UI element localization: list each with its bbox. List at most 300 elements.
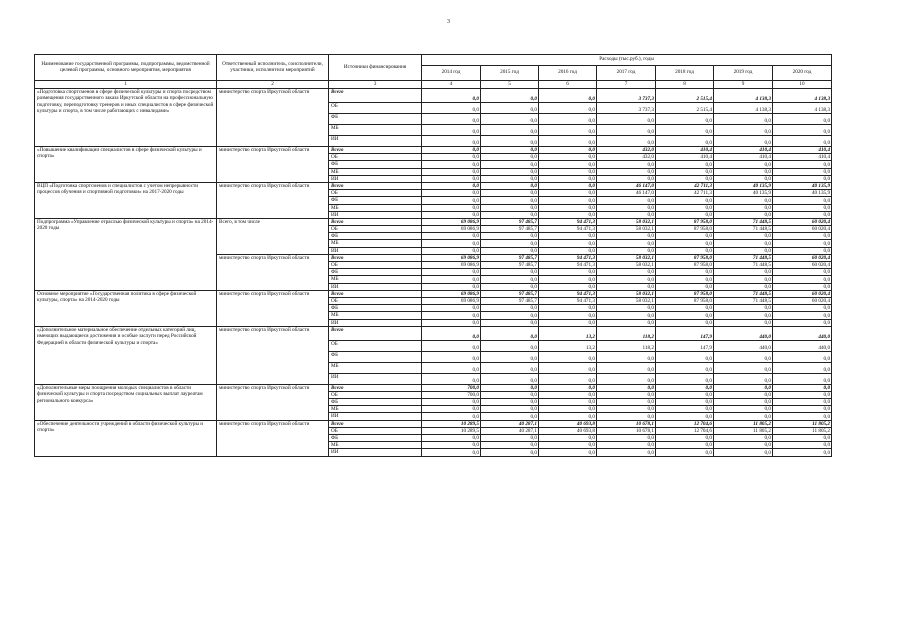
value-cell: 0,0 [539,435,597,442]
value-cell: 0,0 [656,233,714,240]
value-cell: 69 086,9 [422,262,481,269]
source-cell: МБ [329,125,422,136]
value-cell: 87 958,0 [656,254,714,261]
program-name: «Обеспечение деятельности учреждений в области физической культуры и спорта» [35,420,217,456]
table-body [35,89,832,457]
value-cell: 0,0 [773,197,832,204]
value-cell: 0,0 [656,136,714,147]
value-cell: 71 448,5 [714,226,773,233]
executor-name: министерство спорта Иркутской области [217,254,329,290]
header-year: 2020 год [773,66,832,81]
value-cell: 0,0 [539,442,597,449]
source-cell: МБ [329,168,422,175]
value-cell: 0,0 [539,136,597,147]
value-cell: 0,0 [773,283,832,290]
value-cell: 94 471,3 [539,290,597,297]
source-cell: МБ [329,312,422,319]
value-cell: 0,0 [656,168,714,175]
value-cell: 0,0 [481,89,539,103]
value-cell: 2 515,4 [656,103,714,114]
value-cell: 0,0 [481,340,539,351]
value-cell: 71 448,5 [714,290,773,297]
value-cell: 410,4 [714,154,773,161]
source-cell: ИИ [329,175,422,182]
value-cell: 71 448,5 [714,297,773,304]
value-cell: 58 032,1 [597,254,656,261]
value-cell: 0,0 [714,161,773,168]
value-cell: 0,0 [481,442,539,449]
value-cell: 0,0 [656,305,714,312]
table-row [35,147,832,154]
value-cell: 0,0 [539,305,597,312]
value-cell: 0,0 [422,449,481,456]
source-cell: Всего [329,182,422,189]
value-cell: 147,9 [656,326,714,340]
value-cell: 0,0 [714,125,773,136]
source-cell: Всего [329,290,422,297]
value-cell: 0,0 [773,125,832,136]
value-cell: 11 805,2 [714,420,773,427]
financing-table [34,54,832,457]
value-cell: 0,0 [656,399,714,406]
value-cell: 0,0 [597,161,656,168]
value-cell: 0,0 [597,276,656,283]
value-cell: 0,0 [539,413,597,420]
value-cell: 0,0 [539,197,597,204]
value-cell: 0,0 [714,319,773,326]
value-cell: 0,0 [422,305,481,312]
value-cell: 60 020,4 [773,218,832,225]
value-cell: 0,0 [773,384,832,391]
value-cell: 0,0 [481,168,539,175]
value-cell: 0,0 [539,276,597,283]
value-cell: 0,0 [422,204,481,211]
value-cell: 58 032,1 [597,226,656,233]
value-cell: 0,0 [714,114,773,125]
value-cell: 60 020,4 [773,297,832,304]
value-cell: 10 678,1 [597,427,656,434]
value-cell: 0,0 [714,373,773,384]
value-cell: 60 020,4 [773,226,832,233]
value-cell: 0,0 [481,319,539,326]
value-cell: 97 485,7 [481,226,539,233]
value-cell: 0,0 [773,442,832,449]
executor-name: министерство спорта Иркутской области [217,326,329,384]
value-cell: 0,0 [597,211,656,218]
value-cell: 0,0 [481,283,539,290]
value-cell: 40 287,1 [481,420,539,427]
value-cell: 0,0 [539,211,597,218]
value-cell: 0,0 [656,406,714,413]
value-cell: 0,0 [656,125,714,136]
value-cell: 11 805,2 [773,427,832,434]
value-cell: 0,0 [656,197,714,204]
value-cell: 0,0 [422,154,481,161]
value-cell: 97 485,7 [481,254,539,261]
value-cell: 10 678,1 [597,420,656,427]
header-year: 2018 год [656,66,714,81]
source-cell: ИИ [329,136,422,147]
value-cell: 0,0 [597,136,656,147]
value-cell: 0,0 [656,442,714,449]
value-cell: 118,2 [597,340,656,351]
value-cell: 0,0 [597,413,656,420]
value-cell: 410,4 [656,154,714,161]
value-cell: 40 135,9 [773,190,832,197]
value-cell: 40 287,1 [481,427,539,434]
value-cell: 0,0 [597,373,656,384]
value-cell: 0,0 [481,449,539,456]
value-cell: 87 958,0 [656,297,714,304]
value-cell: 0,0 [422,161,481,168]
value-cell: 87 958,0 [656,262,714,269]
value-cell: 0,0 [656,269,714,276]
value-cell: 0,0 [539,182,597,189]
value-cell: 0,0 [422,373,481,384]
value-cell: 0,0 [597,240,656,247]
value-cell: 0,0 [714,435,773,442]
value-cell: 4 138,3 [773,89,832,103]
value-cell: 0,0 [422,114,481,125]
value-cell: 4 138,3 [714,89,773,103]
source-cell: ИИ [329,247,422,254]
value-cell: 0,0 [597,449,656,456]
value-cell: 0,0 [656,319,714,326]
source-cell: ФБ [329,399,422,406]
value-cell: 0,0 [773,240,832,247]
value-cell: 0,0 [597,269,656,276]
source-cell: ФБ [329,351,422,362]
value-cell: 0,0 [656,384,714,391]
value-cell: 0,0 [422,190,481,197]
value-cell: 94 471,3 [539,218,597,225]
value-cell: 0,0 [714,240,773,247]
value-cell: 0,0 [481,233,539,240]
value-cell: 0,0 [422,406,481,413]
source-cell: ОБ [329,340,422,351]
value-cell: 0,0 [539,269,597,276]
value-cell: 0,0 [656,449,714,456]
value-cell: 0,0 [597,406,656,413]
value-cell: 58 032,1 [597,290,656,297]
value-cell: 0,0 [656,175,714,182]
index-cell: 1 [35,81,217,89]
value-cell: 0,0 [481,406,539,413]
value-cell: 0,0 [539,161,597,168]
value-cell: 0,0 [539,103,597,114]
value-cell: 40 693,8 [539,427,597,434]
executor-name: министерство спорта Иркутской области [217,89,329,147]
value-cell: 432,0 [597,147,656,154]
source-cell: ОБ [329,226,422,233]
index-cell: 5 [481,81,539,89]
value-cell: 0,0 [422,247,481,254]
value-cell: 0,0 [422,319,481,326]
value-cell: 10 289,5 [422,420,481,427]
value-cell: 0,0 [656,351,714,362]
table-row [35,218,832,225]
value-cell: 46 147,0 [597,182,656,189]
value-cell: 0,0 [481,103,539,114]
value-cell: 0,0 [597,305,656,312]
value-cell: 0,0 [773,168,832,175]
program-name: «Подготовка спортсменов в сфере физической культуры и спорта посредством размещения государственного заказа Иркутской области на профессиональную подготовку, переподготовку тренеров и иных специалистов в сфере физической культуры и спорта, в том числе работающих с инвалидами» [35,89,217,147]
value-cell: 11 805,2 [714,427,773,434]
value-cell: 0,0 [714,168,773,175]
value-cell: 71 448,5 [714,218,773,225]
source-cell: ИИ [329,283,422,290]
value-cell: 0,0 [422,269,481,276]
value-cell: 0,0 [597,204,656,211]
value-cell: 97 485,7 [481,218,539,225]
value-cell: 0,0 [422,233,481,240]
value-cell: 0,0 [422,312,481,319]
value-cell: 0,0 [481,373,539,384]
value-cell: 0,0 [773,391,832,398]
value-cell: 0,0 [714,305,773,312]
value-cell: 0,0 [656,312,714,319]
index-cell: 10 [773,81,832,89]
value-cell: 0,0 [481,247,539,254]
value-cell: 0,0 [714,269,773,276]
value-cell: 0,0 [539,247,597,254]
source-cell: ОБ [329,262,422,269]
source-cell: ФБ [329,233,422,240]
source-cell: ОБ [329,427,422,434]
value-cell: 0,0 [597,319,656,326]
value-cell: 0,0 [773,114,832,125]
value-cell: 440,0 [773,326,832,340]
value-cell: 58 032,1 [597,218,656,225]
value-cell: 0,0 [773,373,832,384]
value-cell: 0,0 [539,114,597,125]
source-cell: МБ [329,204,422,211]
value-cell: 0,0 [656,435,714,442]
value-cell: 69 086,9 [422,254,481,261]
page-number: 3 [447,19,450,25]
value-cell: 69 086,9 [422,290,481,297]
source-cell: ИИ [329,211,422,218]
value-cell: 0,0 [539,125,597,136]
source-cell: Всего [329,420,422,427]
program-name: «Повышение квалификации специалистов в сфере физической культуры и спорта» [35,147,217,183]
source-cell: МБ [329,442,422,449]
value-cell: 0,0 [773,413,832,420]
value-cell: 94 471,3 [539,297,597,304]
value-cell: 42 711,3 [656,190,714,197]
value-cell: 0,0 [597,312,656,319]
value-cell: 3 737,3 [597,89,656,103]
value-cell: 0,0 [539,449,597,456]
value-cell: 0,0 [481,197,539,204]
value-cell: 87 958,0 [656,226,714,233]
value-cell: 58 032,1 [597,297,656,304]
value-cell: 0,0 [714,413,773,420]
value-cell: 0,0 [539,89,597,103]
value-cell: 0,0 [714,136,773,147]
value-cell: 0,0 [481,175,539,182]
header-year: 2019 год [714,66,773,81]
source-cell: МБ [329,406,422,413]
value-cell: 0,0 [714,406,773,413]
index-cell: 7 [597,81,656,89]
value-cell: 0,0 [597,362,656,373]
program-name: Подпрограмма «Управление отраслью физической культуры и спорта» на 2014-2020 годы [35,218,217,290]
source-cell: ФБ [329,269,422,276]
value-cell: 0,0 [422,168,481,175]
value-cell: 0,0 [481,276,539,283]
value-cell: 0,0 [422,182,481,189]
value-cell: 0,0 [773,362,832,373]
header-name: Наименование государственной программы, подпрограммы, ведомственной целевой программы, основного мероприятия, мероприятия [35,55,217,81]
value-cell: 0,0 [539,147,597,154]
source-cell: ОБ [329,297,422,304]
value-cell: 13,2 [539,340,597,351]
value-cell: 0,0 [481,305,539,312]
program-name: ВЦП «Подготовка спортсменов и специалистов с учетом непрерывности процессов обучения и спортивной подготовки» на 2017-2020 годы [35,182,217,218]
value-cell: 3 737,3 [597,103,656,114]
value-cell: 0,0 [539,233,597,240]
value-cell: 0,0 [714,211,773,218]
value-cell: 0,0 [656,373,714,384]
value-cell: 0,0 [656,211,714,218]
value-cell: 410,4 [773,147,832,154]
value-cell: 0,0 [422,147,481,154]
source-cell: ИИ [329,319,422,326]
value-cell: 4 138,3 [773,103,832,114]
table-row [35,182,832,189]
header-year: 2014 год [422,66,481,81]
value-cell: 0,0 [481,147,539,154]
value-cell: 0,0 [422,326,481,340]
value-cell: 410,4 [714,147,773,154]
value-cell: 46 147,0 [597,190,656,197]
source-cell: Всего [329,326,422,340]
value-cell: 0,0 [539,319,597,326]
value-cell: 700,0 [422,391,481,398]
value-cell: 0,0 [656,240,714,247]
value-cell: 0,0 [597,351,656,362]
value-cell: 0,0 [773,175,832,182]
header-year: 2016 год [539,66,597,81]
value-cell: 0,0 [656,161,714,168]
value-cell: 0,0 [539,384,597,391]
value-cell: 0,0 [481,312,539,319]
source-cell: ФБ [329,161,422,168]
header-source: Источники финансирования [329,55,422,81]
value-cell: 97 485,7 [481,262,539,269]
value-cell: 0,0 [773,435,832,442]
value-cell: 0,0 [422,211,481,218]
value-cell: 0,0 [773,351,832,362]
value-cell: 0,0 [481,125,539,136]
executor-name: министерство спорта Иркутской области [217,384,329,420]
value-cell: 94 471,3 [539,254,597,261]
value-cell: 0,0 [714,384,773,391]
value-cell: 410,4 [656,147,714,154]
value-cell: 410,4 [773,154,832,161]
value-cell: 4 138,3 [714,103,773,114]
source-cell: ФБ [329,197,422,204]
value-cell: 118,2 [597,326,656,340]
value-cell: 0,0 [597,435,656,442]
value-cell: 0,0 [481,384,539,391]
value-cell: 0,0 [481,240,539,247]
value-cell: 0,0 [422,442,481,449]
value-cell: 0,0 [422,175,481,182]
value-cell: 87 958,0 [656,218,714,225]
program-name: «Дополнительные меры поощрения молодых специалистов в области физической культуры и спорта посредством социальных выплат лауреатам регионального конкурса» [35,384,217,420]
value-cell: 0,0 [481,435,539,442]
value-cell: 0,0 [597,114,656,125]
value-cell: 0,0 [773,233,832,240]
value-cell: 0,0 [773,136,832,147]
value-cell: 97 485,7 [481,290,539,297]
value-cell: 0,0 [773,269,832,276]
header-year: 2015 год [481,66,539,81]
executor-name: министерство спорта Иркутской области [217,420,329,456]
executor-name: Всего, в том числе [217,218,329,254]
value-cell: 700,0 [422,384,481,391]
value-cell: 0,0 [656,362,714,373]
value-cell: 0,0 [773,449,832,456]
value-cell: 0,0 [481,182,539,189]
value-cell: 0,0 [597,125,656,136]
value-cell: 0,0 [422,351,481,362]
value-cell: 0,0 [714,449,773,456]
value-cell: 40 135,9 [773,182,832,189]
value-cell: 0,0 [597,384,656,391]
value-cell: 0,0 [422,276,481,283]
value-cell: 0,0 [773,305,832,312]
value-cell: 0,0 [481,362,539,373]
value-cell: 0,0 [773,399,832,406]
table-row [35,384,832,391]
value-cell: 0,0 [597,247,656,254]
value-cell: 0,0 [481,114,539,125]
value-cell: 0,0 [773,247,832,254]
value-cell: 69 086,9 [422,297,481,304]
value-cell: 0,0 [539,175,597,182]
value-cell: 0,0 [481,204,539,211]
header-expenses: Расходы (тыс.руб.), годы [422,55,832,66]
table-row [35,326,832,340]
value-cell: 0,0 [539,154,597,161]
value-cell: 0,0 [539,391,597,398]
value-cell: 0,0 [481,154,539,161]
value-cell: 42 711,3 [656,182,714,189]
value-cell: 87 958,0 [656,290,714,297]
value-cell: 0,0 [597,283,656,290]
value-cell: 0,0 [481,326,539,340]
value-cell: 0,0 [539,204,597,211]
value-cell: 60 020,4 [773,262,832,269]
value-cell: 0,0 [422,435,481,442]
source-cell: ИИ [329,413,422,420]
value-cell: 0,0 [539,362,597,373]
source-cell: ФБ [329,435,422,442]
source-cell: ФБ [329,114,422,125]
value-cell: 0,0 [714,247,773,254]
value-cell: 0,0 [714,175,773,182]
value-cell: 0,0 [539,399,597,406]
value-cell: 0,0 [422,103,481,114]
value-cell: 11 805,2 [773,420,832,427]
value-cell: 440,0 [714,326,773,340]
value-cell: 0,0 [773,161,832,168]
value-cell: 0,0 [714,276,773,283]
value-cell: 0,0 [714,442,773,449]
